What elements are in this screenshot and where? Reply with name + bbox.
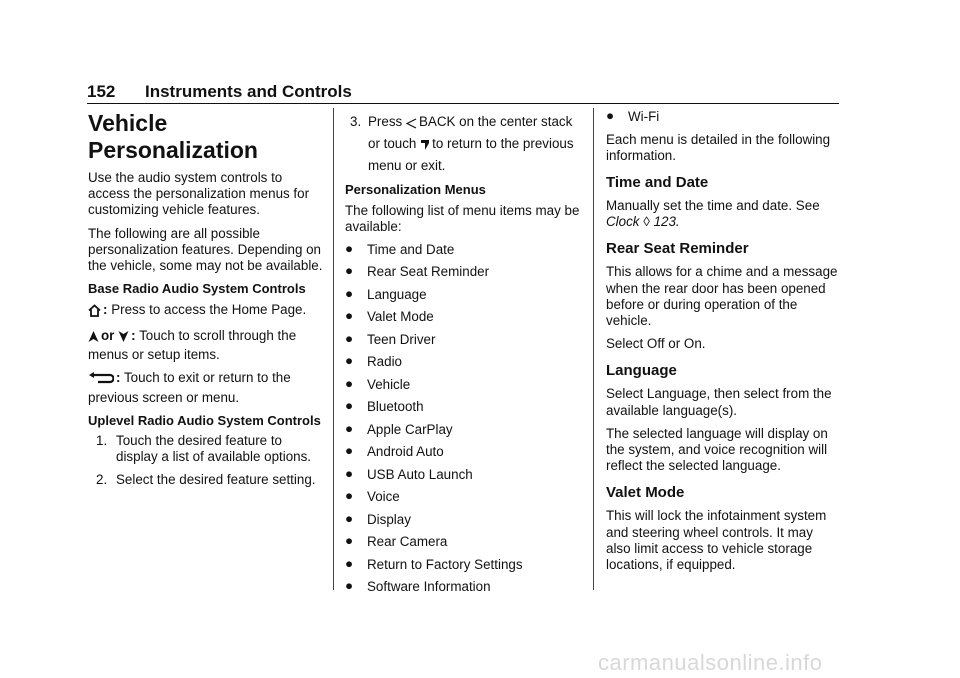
- clock-page-ref[interactable]: 123.: [653, 214, 680, 230]
- column-middle: [345, 108, 585, 602]
- page-header: [87, 82, 839, 104]
- list-item: ● Valet Mode: [345, 308, 434, 325]
- language-paragraph-2: The selected language will display on the system, and voice recognition will reflect the selected language.: [606, 425, 828, 474]
- scroll-control: or : Touch to scroll through the menus or setup items.: [88, 327, 297, 363]
- list-item: ● Vehicle: [345, 375, 411, 392]
- scroll-down-icon: [118, 330, 129, 347]
- list-item: ● USB Auto Launch: [345, 465, 473, 482]
- page-title: Vehicle Personalization: [88, 110, 258, 163]
- menu-items-list-continued: [606, 109, 840, 125]
- base-controls-heading: Base Radio Audio System Controls: [88, 281, 306, 297]
- heading-language: Language: [606, 362, 677, 380]
- list-item: ● Radio: [345, 353, 402, 370]
- scroll-up-icon: [88, 330, 99, 347]
- home-control: : Press to access the Home Page.: [88, 302, 324, 321]
- intro-paragraph-2: The following are all possible personalization features. Depending on the vehicle, some may not be available.: [88, 225, 323, 274]
- list-item: ● Software Information: [345, 578, 491, 595]
- list-item: ● Wi-Fi: [606, 108, 660, 124]
- list-item: ● Display: [345, 510, 411, 527]
- menus-intro: The following list of menu items may be available:: [345, 202, 580, 234]
- column-divider: [333, 108, 334, 590]
- intro-paragraph: Use the audio system controls to access the personalization menus for customizing vehicle features.: [88, 170, 310, 218]
- page-number: 152: [87, 82, 116, 101]
- list-item: ● Apple CarPlay: [345, 420, 453, 437]
- home-icon: [88, 304, 101, 321]
- valet-paragraph: This will lock the infotainment system and steering wheel controls. It may also limit access to vehicle storage locations, if equipped.: [606, 508, 827, 572]
- watermark: carmanualsonline.info: [598, 650, 823, 675]
- menus-heading: Personalization Menus: [345, 182, 486, 197]
- list-item: 2. Select the desired feature setting.: [96, 471, 316, 487]
- section-title: Instruments and Controls: [145, 82, 352, 101]
- list-item: ● Bluetooth: [345, 398, 424, 415]
- back-control: : Touch to exit or return to the previous screen or menu.: [88, 370, 291, 405]
- rear-paragraph-2: Select Off or On.: [606, 336, 706, 352]
- column-divider: [593, 108, 594, 590]
- list-item: ● Rear Camera: [345, 533, 448, 550]
- back-button-icon: [406, 115, 417, 134]
- menu-items-list: [345, 242, 585, 596]
- return-arrow-icon: [420, 137, 430, 156]
- list-item: ● Rear Seat Reminder: [345, 263, 490, 280]
- list-item: ● Language: [345, 285, 427, 302]
- heading-valet-mode: Valet Mode: [606, 484, 685, 502]
- page-ref-icon: ◊: [643, 214, 650, 230]
- list-item: ● Time and Date: [345, 240, 455, 257]
- list-item: ● Teen Driver: [345, 330, 436, 347]
- detail-intro: Each menu is detailed in the following information.: [606, 131, 831, 163]
- steps-list: [88, 433, 324, 488]
- clock-link[interactable]: Clock: [606, 214, 640, 230]
- step-3: 3. Press BACK on the center stack or touch to return to the previous menu or exit.: [350, 114, 574, 173]
- list-item: ● Return to Factory Settings: [345, 555, 523, 572]
- header-rule: [87, 103, 839, 104]
- heading-time-and-date: Time and Date: [606, 173, 709, 191]
- uplevel-controls-heading: Uplevel Radio Audio System Controls: [88, 412, 321, 428]
- time-paragraph: Manually set the time and date. See Clock ◊ 123.: [606, 197, 820, 230]
- language-paragraph: Select Language, then select from the available language(s).: [606, 386, 832, 418]
- back-icon: [88, 372, 114, 389]
- rear-paragraph: This allows for a chime and a message when the rear door has been opened before or during operation of the vehicle.: [606, 264, 838, 328]
- list-item: ● Android Auto: [345, 443, 444, 460]
- column-left: [88, 108, 324, 494]
- list-item: ● Voice: [345, 488, 400, 505]
- list-item: 1. Touch the desired feature to display a list of available options.: [96, 433, 312, 465]
- column-right: [606, 108, 840, 580]
- heading-rear-seat-reminder: Rear Seat Reminder: [606, 240, 749, 258]
